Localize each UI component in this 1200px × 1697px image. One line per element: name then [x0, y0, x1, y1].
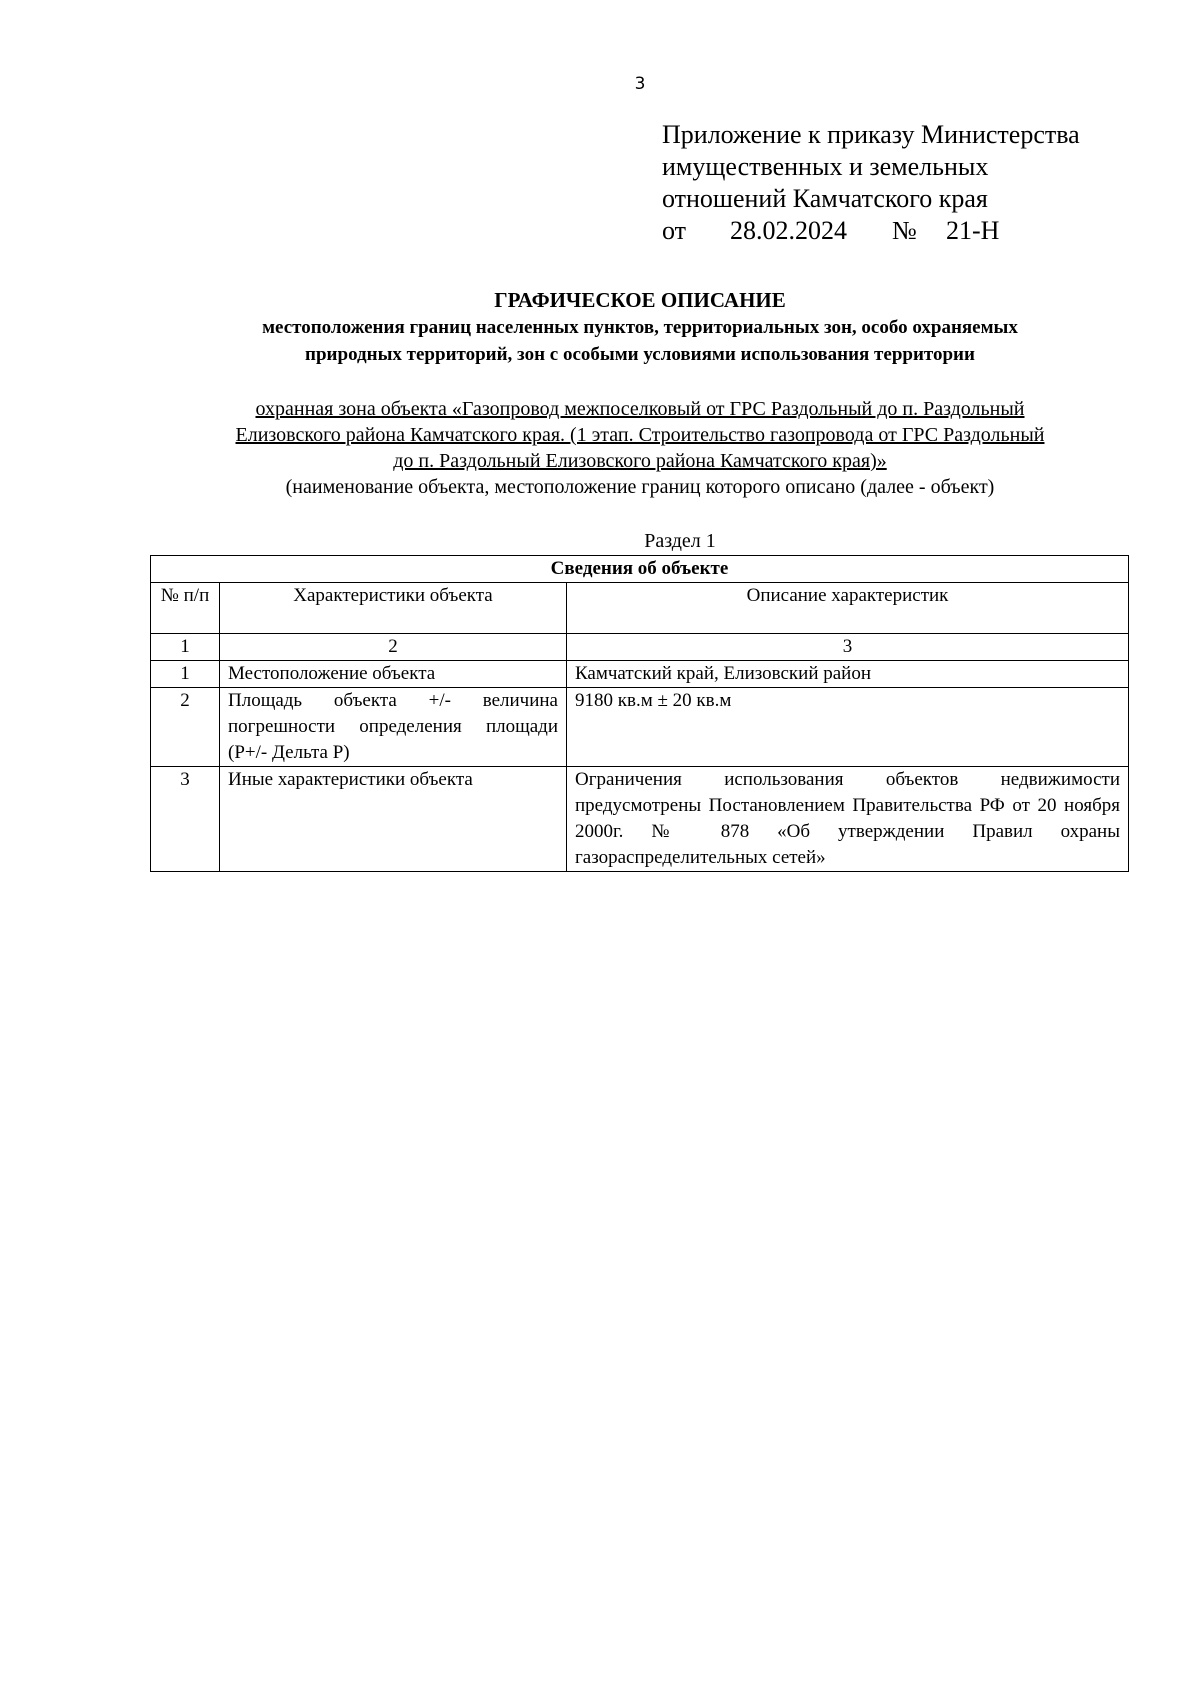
appendix-line-1: Приложение к приказу Министерства	[662, 120, 1080, 149]
subtitle-line-1: местоположения границ населенных пунктов, территориальных зон, особо охраняемых	[262, 317, 1018, 338]
subtitle-line-2: природных территорий, зон с особыми условиями использования территории	[305, 344, 975, 365]
appendix-line-2: имущественных и земельных	[662, 152, 989, 181]
header-description: Описание характеристик	[567, 583, 1129, 634]
table-row	[151, 661, 1129, 688]
table-header-row	[151, 583, 1129, 634]
section-label: Раздел 1	[644, 530, 716, 552]
row-description: Камчатский край, Елизовский район	[567, 661, 1129, 688]
appendix-header	[662, 119, 1080, 247]
column-number-1: 1	[151, 634, 220, 661]
page-number: 3	[634, 74, 646, 94]
table-caption-row	[151, 556, 1129, 583]
table-row	[151, 688, 1129, 767]
row-characteristic: Площадь объекта +/- величина погрешности определения площади (Р+/- Дельта Р)	[220, 688, 567, 767]
object-name-line-2: Елизовского района Камчатского края. (1 этап. Строительство газопровода от ГРС Раздольный	[235, 424, 1045, 446]
header-characteristic: Характеристики объекта	[220, 583, 567, 634]
row-number: 3	[151, 767, 220, 872]
row-description: 9180 кв.м ± 20 кв.м	[567, 688, 1129, 767]
table-caption: Сведения об объекте	[151, 556, 1129, 583]
row-number: 1	[151, 661, 220, 688]
order-reference	[662, 215, 1080, 247]
object-caption: (наименование объекта, местоположение границ которого описано (далее - объект)	[285, 476, 995, 498]
object-name-line-1: охранная зона объекта «Газопровод межпоселковый от ГРС Раздольный до п. Раздольный	[255, 398, 1025, 420]
column-number-2: 2	[220, 634, 567, 661]
column-number-3: 3	[567, 634, 1129, 661]
order-date: 28.02.2024	[730, 216, 847, 245]
order-number-sign: №	[892, 216, 917, 245]
table-row	[151, 767, 1129, 872]
document-subtitle	[100, 314, 1180, 368]
column-number-row	[151, 634, 1129, 661]
order-from: от	[662, 216, 687, 245]
row-number: 2	[151, 688, 220, 767]
appendix-line-3: отношений Камчатского края	[662, 184, 988, 213]
document-title: ГРАФИЧЕСКОЕ ОПИСАНИЕ	[494, 288, 786, 312]
header-number: № п/п	[151, 583, 220, 634]
row-description: Ограничения использования объектов недвижимости предусмотрены Постановлением Правительства РФ от 20 ноября 2000г. № 878 «Об утверждении Правил охраны газораспределительных сетей»	[567, 767, 1129, 872]
row-characteristic: Местоположение объекта	[220, 661, 567, 688]
order-number: 21-Н	[946, 216, 1000, 245]
object-name	[100, 396, 1180, 474]
object-info-table	[150, 555, 1129, 872]
row-characteristic: Иные характеристики объекта	[220, 767, 567, 872]
object-name-line-3: до п. Раздольный Елизовского района Камчатского края)»	[393, 450, 887, 472]
